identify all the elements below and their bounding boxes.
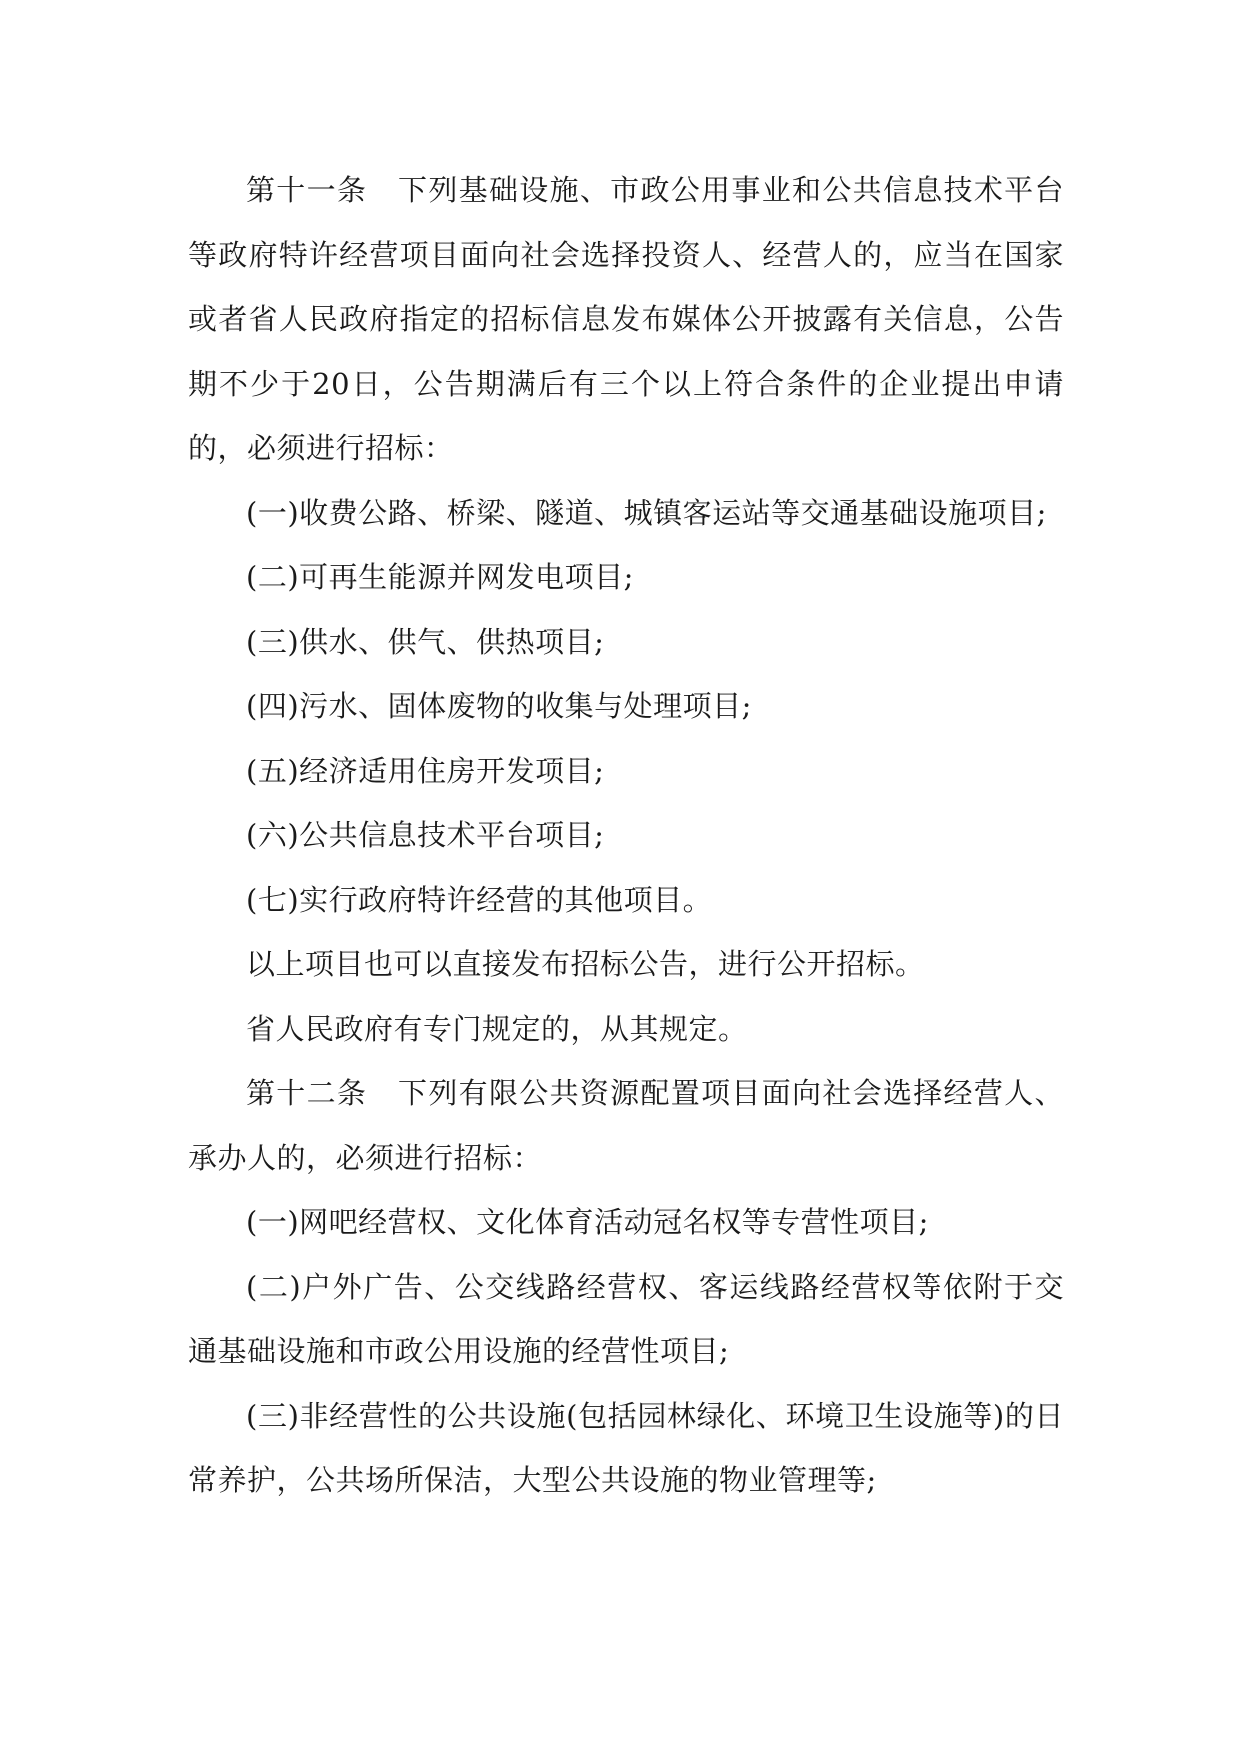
article-11-intro: 下列基础设施、市政公用事业和公共信息技术平台等政府特许经营项目面向社会选择投资人、经营人的，应当在国家或者省人民政府指定的招标信息发布媒体公开披露有关信息，公告期不少于20日，公告期满后有三个以上符合条件的企业提出申请的，必须进行招标： <box>188 173 1064 465</box>
article-11-closing-2: 省人民政府有专门规定的，从其规定。 <box>246 1011 748 1046</box>
article-12-paragraph <box>188 1061 1064 1190</box>
article-11-item-7: (七)实行政府特许经营的其他项目。 <box>246 882 713 917</box>
article-11-item-6: (六)公共信息技术平台项目; <box>246 818 605 852</box>
document-body <box>188 158 1064 1513</box>
article-11-heading: 第十一条 <box>246 173 368 207</box>
article-12-item-1: (一)网吧经营权、文化体育活动冠名权等专营性项目; <box>246 1205 929 1239</box>
article-11-paragraph <box>188 158 1064 481</box>
article-12-heading: 第十二条 <box>246 1076 368 1110</box>
article-11-item-5: (五)经济适用住房开发项目; <box>246 753 605 788</box>
article-11-item-3: (三)供水、供气、供热项目; <box>246 624 605 659</box>
article-11-closing-1: 以上项目也可以直接发布招标公告，进行公开招标。 <box>246 947 925 981</box>
article-12-item-3: (三)非经营性的公共设施(包括园林绿化、环境卫生设施等)的日常养护，公共场所保洁，大型公共设施的物业管理等; <box>188 1398 1064 1497</box>
article-11-item-4: (四)污水、固体废物的收集与处理项目; <box>246 689 752 723</box>
article-11-item-2: (二)可再生能源并网发电项目; <box>246 560 634 594</box>
article-12-item-2: (二)户外广告、公交线路经营权、客运线路经营权等依附于交通基础设施和市政公用设施的经营性项目; <box>188 1269 1064 1368</box>
article-11-item-1: (一)收费公路、桥梁、隧道、城镇客运站等交通基础设施项目; <box>246 495 1047 530</box>
article-12-intro: 下列有限公共资源配置项目面向社会选择经营人、承办人的，必须进行招标： <box>188 1076 1064 1175</box>
